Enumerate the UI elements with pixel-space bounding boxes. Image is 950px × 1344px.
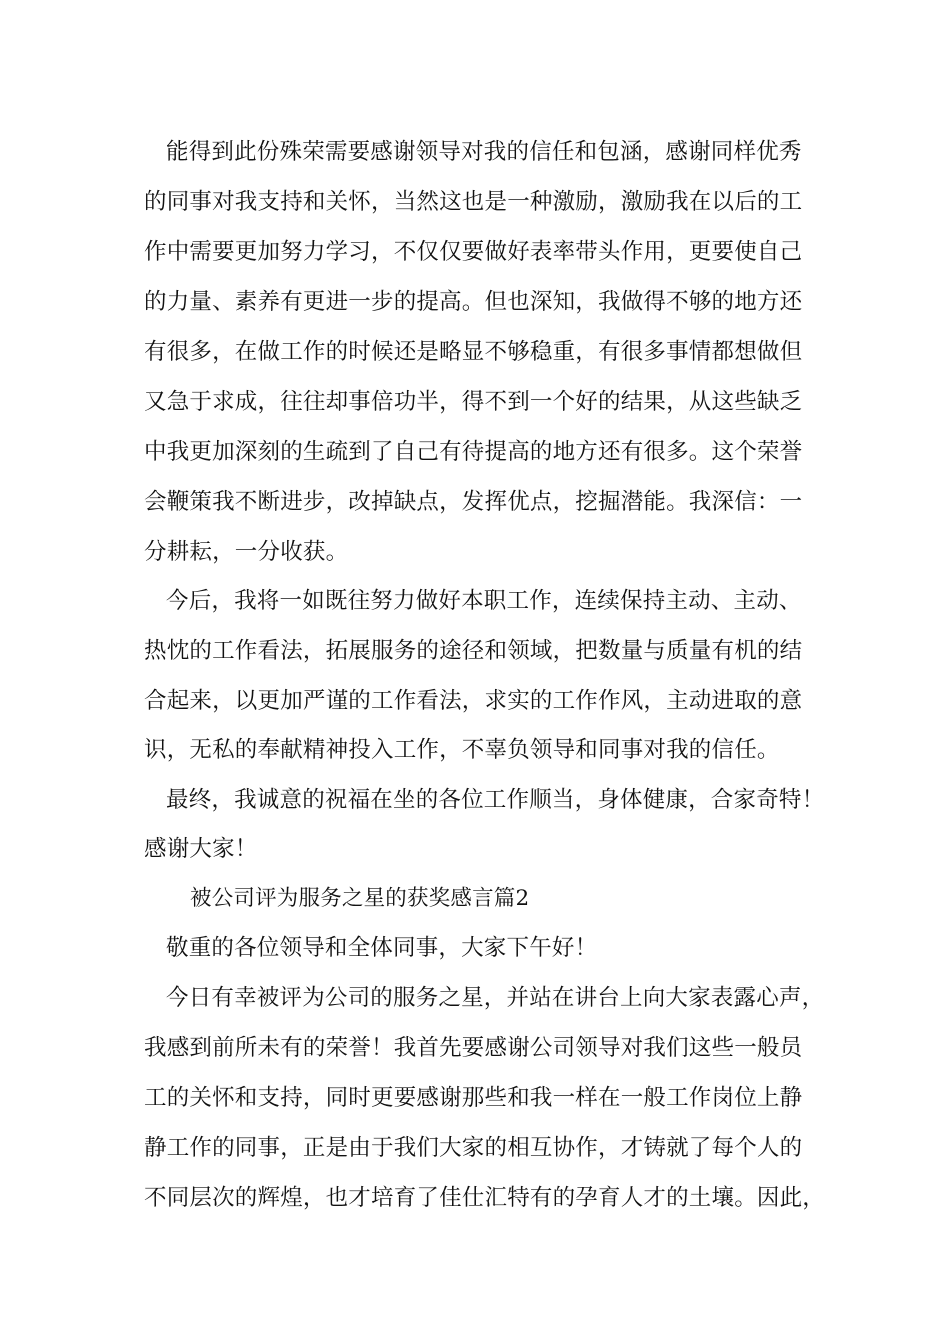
paragraph-line: 最终，我诚意的祝福在坐的各位工作顺当，身体健康，合家奇特！	[166, 787, 825, 813]
paragraph-line: 今日有幸被评为公司的服务之星，并站在讲台上向大家表露心声，	[166, 985, 825, 1011]
paragraph-line: 的力量、素养有更进一步的提高。但也深知，我做得不够的地方还	[144, 289, 803, 315]
paragraph-line: 分耕耘，一分收获。	[144, 539, 349, 565]
paragraph-line: 敬重的各位领导和全体同事，大家下午好！	[166, 935, 598, 961]
paragraph-line: 又急于求成，往往却事倍功半，得不到一个好的结果，从这些缺乏	[144, 389, 803, 415]
paragraph-line: 感谢大家！	[144, 836, 258, 862]
paragraph-line: 热忱的工作看法，拓展服务的途径和领域，把数量与质量有机的结	[144, 638, 803, 664]
paragraph-line: 合起来，以更加严谨的工作看法，求实的工作作风，主动进取的意	[144, 688, 803, 714]
paragraph-line: 的同事对我支持和关怀，当然这也是一种激励，激励我在以后的工	[144, 189, 803, 215]
paragraph-line: 能得到此份殊荣需要感谢领导对我的信任和包涵，感谢同样优秀	[166, 139, 802, 165]
paragraph-line: 会鞭策我不断进步，改掉缺点，发挥优点，挖掘潜能。我深信：一	[144, 489, 803, 515]
paragraph-line: 中我更加深刻的生疏到了自己有待提高的地方还有很多。这个荣誉	[144, 439, 803, 465]
section-heading: 被公司评为服务之星的获奖感言篇2	[190, 886, 530, 911]
paragraph-line: 工的关怀和支持，同时更要感谢那些和我一样在一般工作岗位上静	[144, 1085, 803, 1111]
paragraph-line: 识，无私的奉献精神投入工作，不辜负领导和同事对我的信任。	[144, 737, 780, 763]
paragraph-line: 有很多，在做工作的时候还是略显不够稳重，有很多事情都想做但	[144, 339, 803, 365]
paragraph-line: 我感到前所未有的荣誉！我首先要感谢公司领导对我们这些一般员	[144, 1035, 803, 1061]
paragraph-line: 静工作的同事，正是由于我们大家的相互协作，才铸就了每个人的	[144, 1135, 803, 1161]
paragraph-line: 不同层次的辉煌，也才培育了佳仕汇特有的孕育人才的土壤。因此，	[144, 1185, 826, 1211]
paragraph-line: 今后，我将一如既往努力做好本职工作，连续保持主动、主动、	[166, 588, 802, 614]
paragraph-line: 作中需要更加努力学习，不仅仅要做好表率带头作用，更要使自己	[144, 239, 803, 265]
